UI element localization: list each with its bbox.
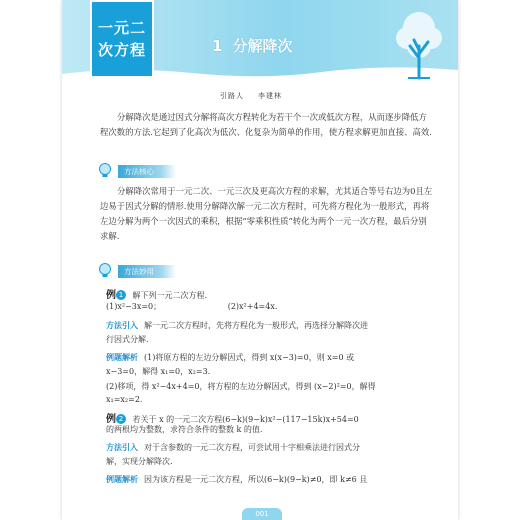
topic-line-1: 一元二 — [97, 19, 146, 37]
topic-box — [90, 0, 154, 78]
author-name: 李建林 — [258, 92, 282, 100]
lightbulb-icon — [98, 263, 112, 279]
example1-sol1a: (1)将原方程的左边分解因式，得到 x(x−3)=0，则 x=0 或 — [144, 353, 355, 362]
solution-label: 例题解析 — [106, 353, 138, 362]
solution-label: 例题解析 — [106, 475, 138, 484]
example2-intro-text: 对于含参数的一元二次方程，可尝试用十字相乘法进行因式分 — [144, 443, 360, 452]
example1-part1: (1)x²−3x=0； — [106, 302, 162, 311]
example-number-badge: 1 — [116, 290, 126, 300]
method-intro-label: 方法引入 — [106, 443, 138, 452]
example1-part2: (2)x²+4=4x. — [227, 302, 278, 311]
example-number-badge: 2 — [116, 414, 126, 424]
example1-sol2b: x₁=x₂=2. — [106, 395, 143, 404]
example1-intro-text: 解一元二次方程时，先将方程化为一般形式，再选择分解降次进 — [144, 321, 368, 330]
example2-prompt-b: 的两根均为整数，求符合条件的整数 k 的值. — [106, 425, 263, 434]
example1-parts — [106, 301, 277, 312]
page-number: 001 — [242, 508, 282, 520]
core-paragraph: 分解降次常用于一元二次、一元三次及更高次方程的求解，尤其适合等号右边为0且左边易于因式分解的情形.使用分解降次解一元二次方程时，可先将方程化为一般形式，再将左边分解为两个一次因式的乘积，根据“零乘积性质”转化为两个一元一次方程，最后分别求解. — [100, 186, 433, 241]
example1-title — [106, 286, 207, 301]
example1-intro — [106, 320, 368, 331]
example1-sol1b: x−3=0，解得 x₁=0，x₂=3. — [106, 367, 211, 376]
example2-solution — [106, 474, 367, 485]
example2-prompt-a: 若关于 x 的一元二次方程(6−k)(9−k)x²−(117−15k)x+54=0 — [132, 415, 359, 424]
topic-line-2: 次方程 — [97, 41, 146, 59]
example2-intro-cont: 解，实现分解降次. — [106, 457, 173, 466]
lightbulb-icon — [98, 163, 112, 179]
chapter-number: 1 — [212, 37, 223, 55]
chapter-title-text: 分解降次 — [232, 37, 293, 55]
example2-sol-text: 因为该方程是一元二次方程，所以(6−k)(9−k)≠0，即 k≠6 且 — [144, 475, 368, 484]
section-core-head — [98, 163, 176, 179]
example1-prompt: 解下列一元二次方程. — [132, 291, 208, 300]
method-intro-label: 方法引入 — [106, 321, 138, 330]
chapter-title — [212, 35, 292, 56]
tree-icon — [394, 6, 444, 82]
example1-sol2a: (2)移项，得 x²−4x+4=0，将方程的左边分解因式，得到 (x−2)²=0，解得 — [106, 382, 376, 391]
section-use-head — [98, 263, 176, 279]
author-line — [220, 91, 282, 101]
example1-solution — [106, 352, 354, 363]
book-page — [62, 0, 458, 520]
example1-intro-cont: 行因式分解. — [106, 335, 149, 344]
section-use-label: 方法妙用 — [118, 265, 176, 278]
author-role: 引路人 — [220, 92, 244, 100]
section-core-label: 方法核心 — [118, 165, 176, 178]
example2-intro — [106, 442, 360, 453]
example-label: 例 — [106, 414, 116, 425]
intro-paragraph: 分解降次是通过因式分解将高次方程转化为若干个一次或低次方程，从而逐步降低方程次数的方法.它起到了化高次为低次、化复杂为简单的作用，使方程求解更加直接、高效. — [100, 112, 432, 137]
example2-title — [106, 410, 359, 425]
example-label: 例 — [106, 290, 116, 301]
chapter-header — [62, 0, 458, 82]
